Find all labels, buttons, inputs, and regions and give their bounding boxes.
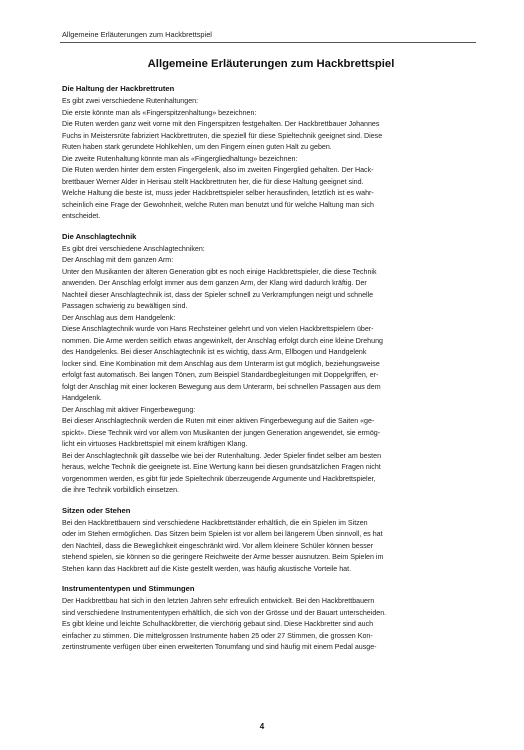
paragraph-line: Der Anschlag mit dem ganzen Arm:: [62, 256, 174, 264]
paragraph-line: Der Anschlag mit aktiver Fingerbewegung:: [62, 405, 196, 414]
running-header: Allgemeine Erläuterungen zum Hackbrettspiel: [62, 30, 212, 39]
paragraph-line: Die Ruten werden ganz weit vorne mit den Fingerspitzen festgehalten. Der Hackbrettbauer Johannes: [62, 120, 380, 128]
paragraph-line: Es gibt kleine und leichte Schulhackbretter, die vierchörig gebaut sind. Diese Hackbretter sind auch: [62, 620, 374, 628]
paragraph-line: Fuchs in Meistersrüte fabriziert Hackbrettruten, die speziell für diese Spieltechnik geeignet sind. Diese: [62, 131, 383, 140]
paragraph-line: sind verschiedene Instrumententypen erhältlich, die sich von der Grösse und der Bauart unterscheiden.: [62, 608, 387, 617]
paragraph-line: licht ein virtuoses Hackbrettspiel mit einem kräftigen Klang.: [62, 440, 248, 448]
paragraph-line: stehend spielen, sie können so die geringere Reichweite der Arme besser ausnutzen. Beim Spielen im: [62, 553, 384, 561]
paragraph-line: scheinlich eine Frage der Gewohnheit, welche Ruten man benutzt und für welche Haltung man sich: [62, 200, 374, 209]
paragraph-line: entscheidet.: [62, 212, 101, 220]
paragraph-line: erfolgt fast automatisch. Bei langen Tönen, zum Beispiel Standardbegleitungen mit Doppelgriffen, er-: [62, 371, 379, 379]
paragraph-line: Bei dieser Anschlagtechnik werden die Ruten mit einer aktiven Fingerbewegung auf die Saiten «ge-: [62, 417, 375, 425]
section-instrumententypen: [62, 584, 480, 654]
paragraph-line: Handgelenk.: [62, 394, 102, 402]
paragraph-line: Bei den Hackbrettbauern sind verschiedene Hackbrettständer erhältlich, die ein Spielen im Sitzen: [62, 518, 368, 527]
section-anschlagtechnik: [62, 232, 480, 497]
header-rule: [60, 42, 476, 43]
paragraph-line: Unter den Musikanten der älteren Generation gibt es noch einige Hackbrettspieler, die diese Technik: [62, 267, 377, 276]
paragraph-line: Nachteil dieser Anschlagtechnik ist, dass der Spieler schnell zu Verkrampfungen neigt und schnelle: [62, 290, 374, 299]
section-rutenhaltung: [62, 84, 480, 223]
paragraph-line: Stehen kann das Hackbrett auf die Kiste gestellt werden, was häufig akustische Vorteile hat.: [62, 564, 352, 573]
paragraph-line: locker sind. Eine Kombination mit dem Anschlag aus dem Unterarm ist gut möglich, beziehungsweise: [62, 359, 380, 368]
paragraph-line: Diese Anschlagtechnik wurde von Hans Rechsteiner gelehrt und von vielen Hackbrettspielern über-: [62, 325, 374, 333]
paragraph-line: Der Anschlag aus dem Handgelenk:: [62, 313, 176, 322]
paragraph-line: vorgenommen werden, es gibt für jede Spieltechnik überzeugende Argumente und Hackbrettspieler,: [62, 474, 376, 483]
paragraph-line: heraus, welche Technik die geeignete ist. Eine Wertung kann bei diesen grundsätzlichen Fragen nicht: [62, 463, 381, 471]
paragraph-line: Die erste könnte man als «Fingerspitzenhaltung» bezeichnen:: [62, 108, 257, 117]
paragraph-line: die ihre Technik vorbildlich einsetzen.: [62, 486, 179, 494]
paragraph-line: oder im Stehen ermöglichen. Das Sitzen beim Spielen ist vor allem bei längerem Üben sinnvoll, es hat: [62, 530, 383, 538]
paragraph-line: brettbauer Werner Alder in Herisau stellt Hackbrettruten her, die für diese Haltung geeignet sind.: [62, 177, 364, 186]
page-number: 4: [259, 722, 265, 731]
paragraph-line: folgt der Anschlag mit einer lockeren Bewegung aus dem Unterarm, bei schnellen Passagen aus dem: [62, 382, 381, 391]
paragraph-line: Welche Haltung die beste ist, muss jeder Hackbrettspieler selber herausfinden, letztlich ist es wahr-: [62, 189, 374, 197]
section-sitzen-stehen: [62, 506, 480, 576]
paragraph-line: nommen. Die Arme werden seitlich etwas angewinkelt, der Anschlag erfolgt durch eine kleine Drehung: [62, 336, 383, 345]
paragraph-line: einfacher zu stimmen. Die mittelgrossen Instrumente haben 25 oder 27 Stimmen, die grossen Kon-: [62, 631, 373, 640]
paragraph-line: anwenden. Der Anschlag erfolgt immer aus dem ganzen Arm, der Klang wird dadurch kräftig. Der: [62, 279, 367, 287]
paragraph-line: Es gibt drei verschiedene Anschlagtechniken:: [62, 244, 205, 253]
paragraph-line: Ruten haben stark gerundete Hohlkehlen, um den Fingern einen guten Halt zu geben.: [62, 143, 332, 151]
paragraph-line: Der Hackbrettbau hat sich in den letzten Jahren sehr erfreulich entwickelt. Bei den Hackbrettbauern: [62, 597, 375, 605]
section-heading: Die Haltung der Hackbrettruten: [62, 84, 175, 93]
paragraph-line: zertinstrumente verfügen über einen erweiterten Tonumfang und sind häufig mit einem Pedal ausge-: [62, 643, 377, 651]
paragraph-line: den Nachteil, dass die Beweglichkeit eingeschränkt wird. Vor allem kleinere Schüler können besser: [62, 541, 374, 550]
paragraph-line: Es gibt zwei verschiedene Rutenhaltungen:: [62, 97, 199, 105]
paragraph-line: des Handgelenks. Bei dieser Anschlagtechnik ist es wichtig, dass Arm, Ellbogen und Handgelenk: [62, 348, 367, 356]
main-content: [62, 58, 480, 654]
section-heading: Die Anschlagtechnik: [62, 231, 137, 241]
paragraph-line: spickt». Diese Technik wird vor allem von Musikanten der jungen Generation angewendet, sie ermög-: [62, 428, 381, 437]
paragraph-line: Bei der Anschlagtechnik gilt dasselbe wie bei der Rutenhaltung. Jeder Spieler findet selber am besten: [62, 451, 382, 460]
section-heading: Sitzen oder Stehen: [62, 505, 131, 515]
paragraph-line: Die Ruten werden hinter dem ersten Fingergelenk, also im zweiten Fingerglied gehalten. Der Hack-: [62, 166, 374, 174]
section-heading: Instrumententypen und Stimmungen: [62, 584, 195, 593]
page-title: Allgemeine Erläuterungen zum Hackbrettspiel: [147, 58, 395, 70]
paragraph-line: Die zweite Rutenhaltung könnte man als «Fingergliedhaltung» bezeichnen:: [62, 154, 298, 163]
paragraph-line: Passagen schwierig zu bewältigen sind.: [62, 302, 188, 310]
